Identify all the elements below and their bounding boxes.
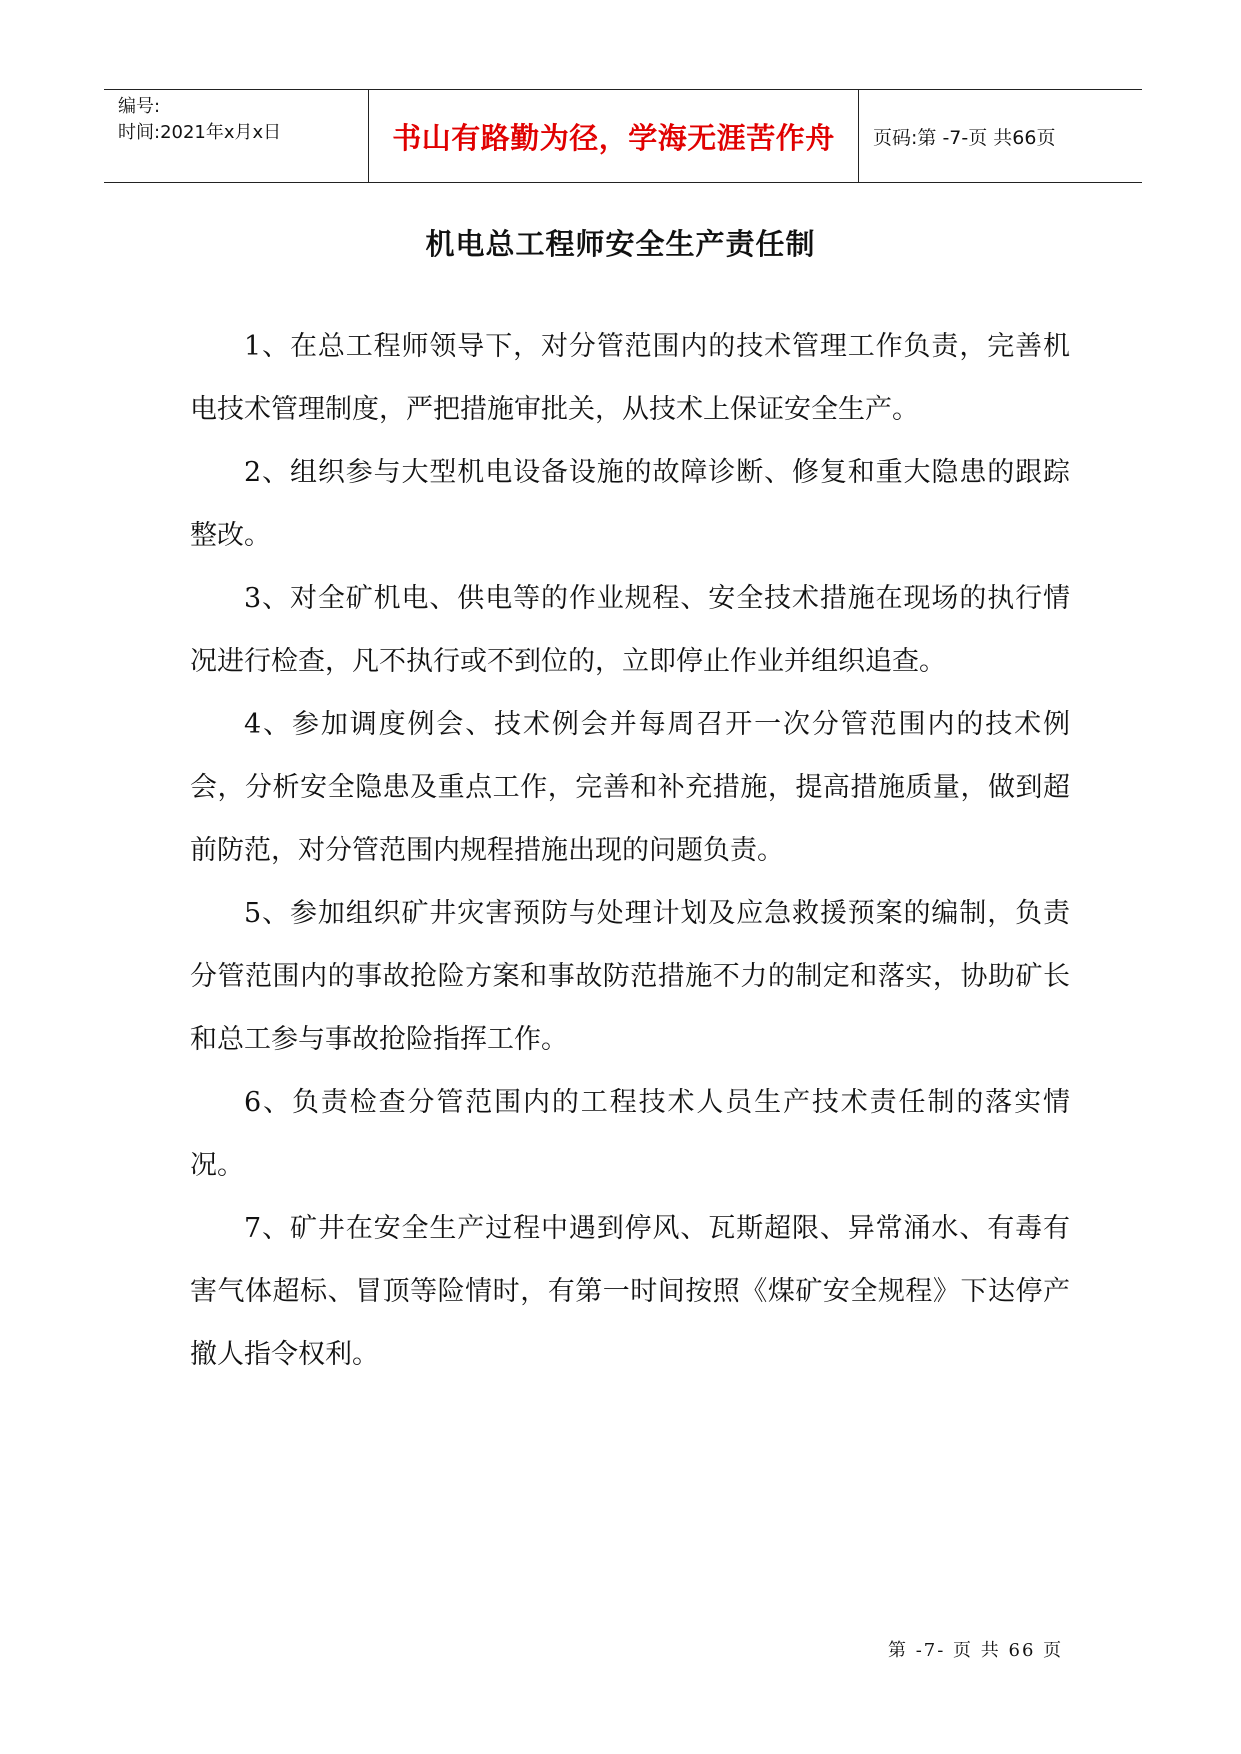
- paragraph-2: 2、组织参与大型机电设备设施的故障诊断、修复和重大隐患的跟踪整改。: [190, 457, 1070, 551]
- number-label: 编号:: [118, 96, 161, 117]
- header-info-cell: [104, 90, 369, 182]
- header-table: [104, 89, 1142, 183]
- paragraph-3: 3、对全矿机电、供电等的作业规程、安全技术措施在现场的执行情况进行检查，凡不执行或不到位的，立即停止作业并组织追查。: [190, 583, 1070, 677]
- paragraph-5: 5、参加组织矿井灾害预防与处理计划及应急救援预案的编制，负责分管范围内的事故抢险方案和事故防范措施不力的制定和落实，协助矿长和总工参与事故抢险指挥工作。: [190, 898, 1070, 1055]
- paragraph-4: 4、参加调度例会、技术例会并每周召开一次分管范围内的技术例会，分析安全隐患及重点工作，完善和补充措施，提高措施质量，做到超前防范，对分管范围内规程措施出现的问题负责。: [190, 709, 1070, 866]
- paragraph-6: 6、负责检查分管范围内的工程技术人员生产技术责任制的落实情况。: [190, 1087, 1070, 1181]
- document-body: [190, 315, 1070, 1386]
- document-title: 机电总工程师安全生产责任制: [425, 227, 816, 261]
- paragraph-7: 7、矿井在安全生产过程中遇到停风、瓦斯超限、异常涌水、有毒有害气体超标、冒顶等险情时，有第一时间按照《煤矿安全规程》下达停产撤人指令权利。: [190, 1213, 1070, 1370]
- time-label: 时间:2021年x月x日: [118, 122, 282, 143]
- header-motto-cell: [369, 90, 859, 182]
- paragraph-1: 1、在总工程师领导下，对分管范围内的技术管理工作负责，完善机电技术管理制度，严把措施审批关，从技术上保证安全生产。: [190, 331, 1070, 425]
- motto-text: 书山有路勤为径，学海无涯苦作舟: [392, 120, 835, 155]
- page-code: 页码:第 -7-页 共66页: [873, 126, 1056, 149]
- header-page-cell: [859, 90, 1142, 182]
- page-footer: 第 -7- 页 共 66 页: [888, 1640, 1064, 1661]
